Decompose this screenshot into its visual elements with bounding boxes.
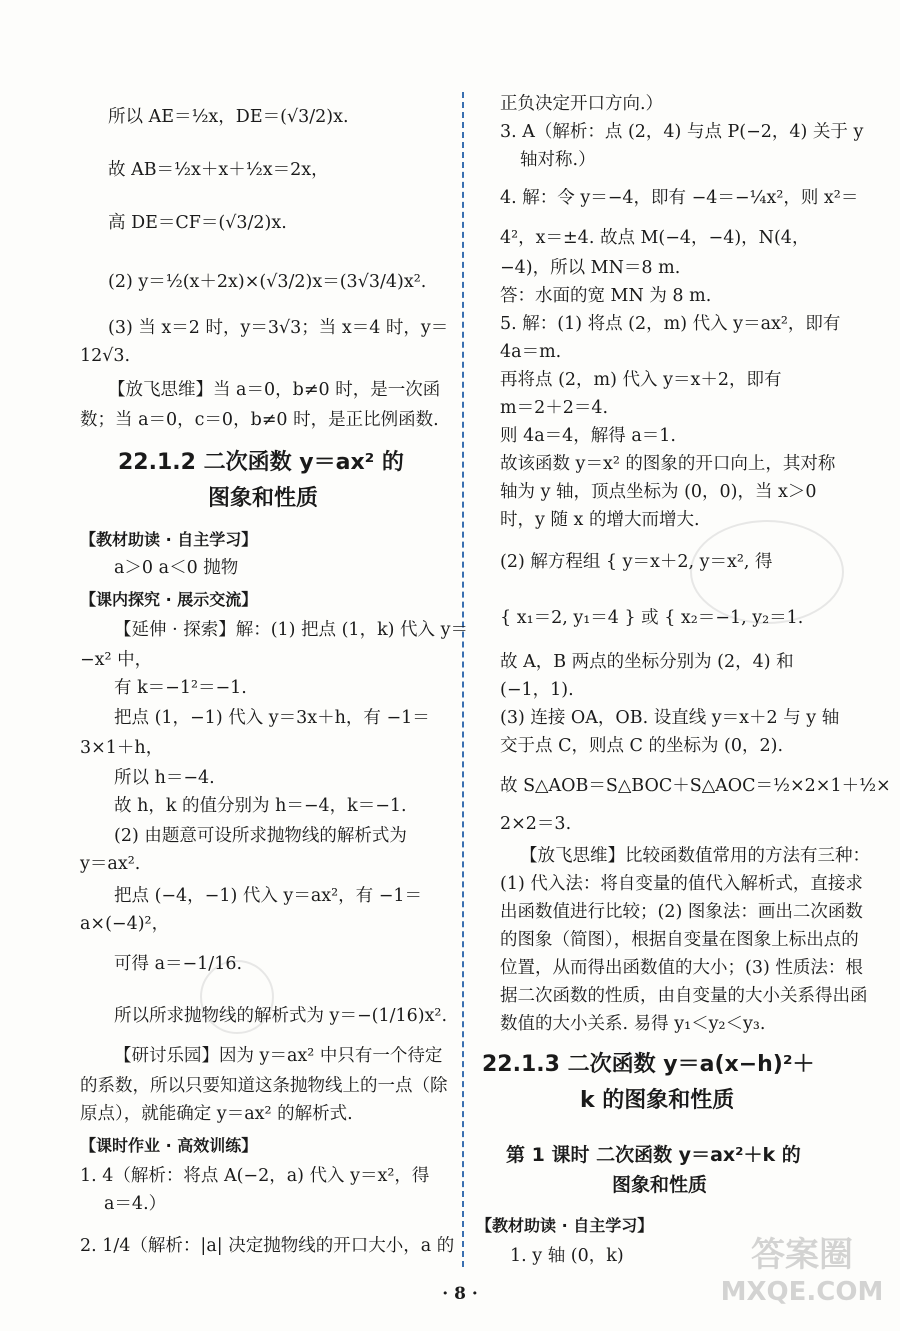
column-divider — [462, 92, 464, 1267]
text-line: 再将点 (2，m) 代入 y＝x＋2，即有 — [500, 370, 782, 390]
lesson-title: 第 1 课时 二次函数 y＝ax²＋k 的 — [506, 1144, 801, 1166]
text-line: 1. 4（解析：将点 A(−2，a) 代入 y＝x²，得 — [80, 1166, 430, 1186]
text-line: { x₁＝2, y₁＝4 } 或 { x₂＝−1, y₂＝1. — [500, 608, 804, 628]
lesson-title-cont: 图象和性质 — [612, 1174, 708, 1196]
text-line: 1. y 轴 (0，k) — [510, 1246, 624, 1266]
section-title-cont: k 的图象和性质 — [580, 1088, 735, 1113]
text-line: 4a＝m. — [500, 342, 562, 362]
text-line: y＝ax². — [80, 854, 141, 874]
text-line: 的系数，所以只要知道这条抛物线上的一点（除 — [80, 1076, 448, 1096]
text-line: a＞0 a＜0 抛物 — [114, 558, 239, 578]
text-line: 据二次函数的性质，由自变量的大小关系得出函 — [500, 986, 868, 1006]
text-line: 故 AB＝½x＋x＋½x＝2x， — [108, 160, 329, 180]
text-line: 3. A（解析：点 (2，4) 与点 P(−2，4) 关于 y — [500, 122, 864, 142]
text-line: 出函数值进行比较；(2) 图象法：画出二次函数 — [500, 902, 863, 922]
text-line: a×(−4)²， — [80, 914, 170, 934]
text-line: 4²，x＝±4. 故点 M(−4，−4)，N(4， — [500, 228, 810, 248]
text-line: 的图象（简图），根据自变量在图象上标出点的 — [500, 930, 859, 950]
text-line: 则 4a＝4，解得 a＝1. — [500, 426, 676, 446]
text-line: 可得 a＝−1/16. — [114, 954, 243, 974]
text-line: 2×2＝3. — [500, 814, 572, 834]
text-line: 轴为 y 轴，顶点坐标为 (0，0)，当 x＞0 — [500, 482, 817, 502]
text-line: (3) 连接 OA，OB. 设直线 y＝x＋2 与 y 轴 — [500, 708, 840, 728]
text-line: 时，y 随 x 的增大而增大. — [500, 510, 700, 530]
text-line: 原点），就能确定 y＝ax² 的解析式. — [80, 1104, 353, 1124]
text-line: 有 k＝−1²＝−1. — [114, 678, 247, 698]
text-line: 正负决定开口方向.） — [500, 94, 664, 114]
text-line: (2) 解方程组 { y＝x＋2, y＝x², 得 — [500, 552, 773, 572]
text-line: (1) 代入法：将自变量的值代入解析式，直接求 — [500, 874, 863, 894]
text-line: 【放飞思维】当 a＝0，b≠0 时，是一次函 — [108, 380, 441, 400]
text-line: 4. 解：令 y＝−4，即有 −4＝−¼x²，则 x²＝ — [500, 188, 859, 208]
text-line: 把点 (1，−1) 代入 y＝3x＋h，有 −1＝ — [114, 708, 430, 728]
text-line: 答：水面的宽 MN 为 8 m. — [500, 286, 712, 306]
text-line: 故 S△AOB＝S△BOC＋S△AOC＝½×2×1＋½× — [500, 776, 891, 796]
text-line: 故该函数 y＝x² 的图象的开口向上，其对称 — [500, 454, 836, 474]
tag-heading: 【课内探究 · 展示交流】 — [80, 590, 258, 609]
text-line: m＝2＋2＝4. — [500, 398, 609, 418]
text-line: 位置，从而得出函数值的大小；(3) 性质法：根 — [500, 958, 863, 978]
tag-heading: 【课时作业 · 高效训练】 — [80, 1136, 258, 1155]
text-line: a＝4.） — [104, 1194, 167, 1214]
text-line: 所以 h＝−4. — [114, 768, 215, 788]
text-line: 高 DE＝CF＝(√3/2)x. — [108, 213, 287, 233]
text-line: 数；当 a＝0，c＝0，b≠0 时，是正比例函数. — [80, 410, 439, 430]
text-line: 【放飞思维】比较函数值常用的方法有三种： — [520, 846, 870, 866]
text-line: 【研讨乐园】因为 y＝ax² 中只有一个待定 — [114, 1046, 443, 1066]
text-line: 故 h，k 的值分别为 h＝−4，k＝−1. — [114, 796, 407, 816]
text-line: 12√3. — [80, 346, 131, 366]
text-line: (2) y＝½(x＋2x)×(√3/2)x＝(3√3/4)x². — [108, 272, 427, 292]
text-line: 所以所求抛物线的解析式为 y＝−(1/16)x². — [114, 1006, 448, 1026]
text-line: 交于点 C，则点 C 的坐标为 (0，2). — [500, 736, 784, 756]
text-line: 2. 1/4（解析：|a| 决定抛物线的开口大小，a 的 — [80, 1236, 455, 1256]
section-title-cont: 图象和性质 — [208, 486, 319, 511]
text-line: −x² 中， — [80, 650, 153, 670]
tag-heading: 【教材助读 · 自主学习】 — [80, 530, 258, 549]
text-line: (2) 由题意可设所求抛物线的解析式为 — [114, 826, 407, 846]
text-line: 数值的大小关系. 易得 y₁＜y₂＜y₃. — [500, 1014, 766, 1034]
text-line: 所以 AE＝½x，DE＝(√3/2)x. — [108, 107, 349, 127]
text-line: 3×1＋h， — [80, 738, 164, 758]
tag-heading: 【教材助读 · 自主学习】 — [476, 1216, 654, 1235]
text-line: 把点 (−4，−1) 代入 y＝ax²，有 −1＝ — [114, 886, 423, 906]
text-line: 5. 解：(1) 将点 (2，m) 代入 y＝ax²，即有 — [500, 314, 841, 334]
text-line: 轴对称.） — [520, 150, 596, 170]
text-line: (3) 当 x＝2 时，y＝3√3；当 x＝4 时，y＝ — [108, 318, 449, 338]
page-number: · 8 · — [442, 1284, 478, 1304]
section-title: 22.1.3 二次函数 y＝a(x−h)²＋ — [482, 1052, 815, 1077]
watermark-url: MXQE.COM — [720, 1277, 884, 1307]
text-line: 故 A，B 两点的坐标分别为 (2，4) 和 — [500, 652, 794, 672]
text-line: −4)，所以 MN＝8 m. — [500, 258, 681, 278]
site-watermark — [712, 1235, 892, 1325]
text-line: (−1，1). — [500, 680, 574, 700]
section-title: 22.1.2 二次函数 y＝ax² 的 — [118, 450, 404, 475]
text-line: 【延伸 · 探索】解：(1) 把点 (1，k) 代入 y＝ — [114, 620, 469, 640]
watermark-logo: 答案圈 — [751, 1235, 853, 1275]
